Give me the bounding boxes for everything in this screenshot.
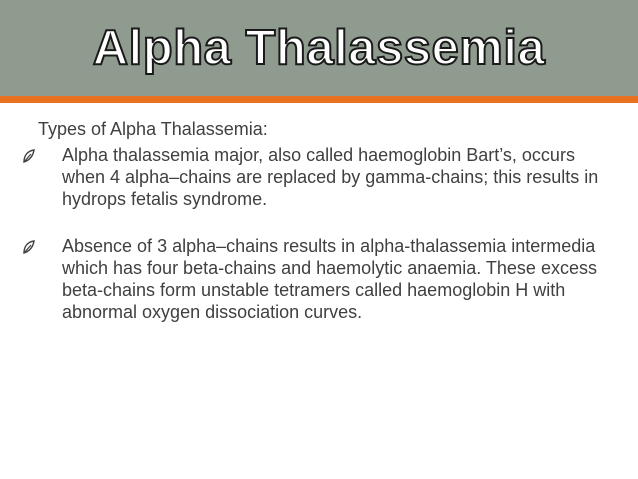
bullet-text: Absence of 3 alpha–chains results in alpha-thalassemia intermedia which has four beta-chains and haemolytic anaemia. These excess beta-chains form unstable tetramers called haemoglobin H with abnormal oxygen dissociation curves. [62,236,597,322]
bullet-text: Alpha thalassemia major, also called haemoglobin Bart’s, occurs when 4 alpha–chains are replaced by gamma-chains; this results in hydrops fetalis syndrome. [62,145,599,209]
leaf-bullet-icon [22,147,36,163]
leaf-bullet-icon [22,238,36,254]
title-band [0,0,638,96]
intro-text: Types of Alpha Thalassemia: [38,119,268,139]
accent-divider [0,96,638,103]
slide-body [38,118,618,323]
bullet-item [38,235,618,323]
slide-title: Alpha Thalassemia [92,21,546,75]
bullet-item [38,144,618,210]
